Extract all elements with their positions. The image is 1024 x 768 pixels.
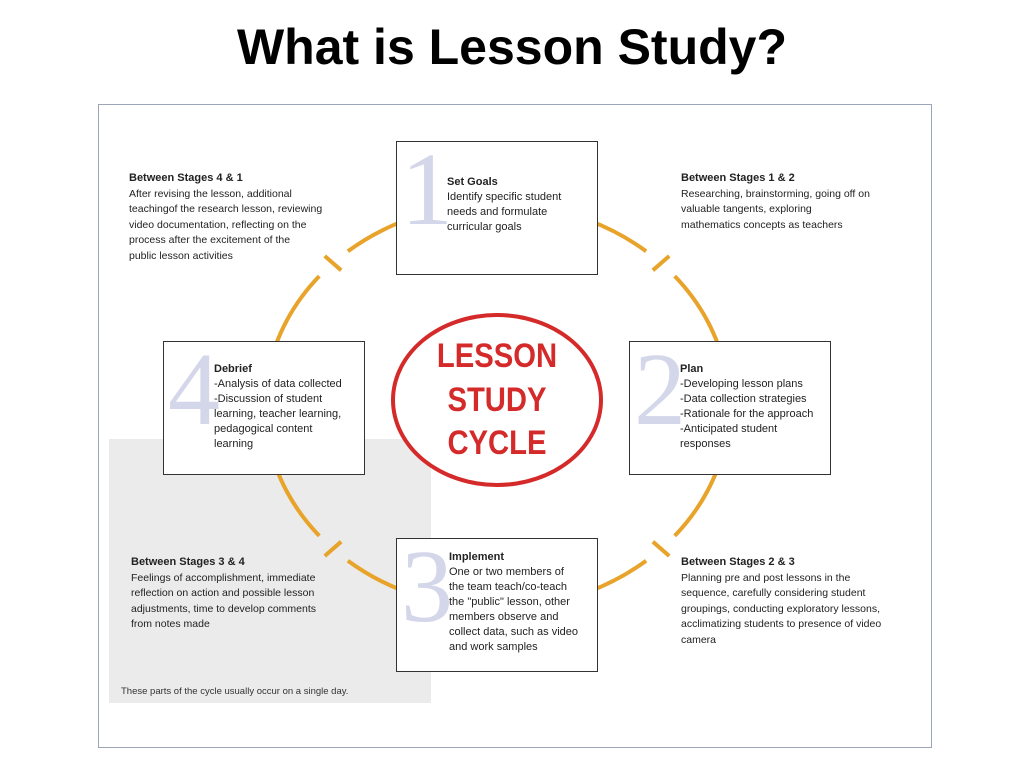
between-stages-2-3 xyxy=(681,555,881,649)
stage-number-3: 3 xyxy=(401,529,453,644)
stage-line: learning xyxy=(214,438,254,450)
stage-line: One or two members of xyxy=(449,566,564,578)
stage-line: Identify specific student xyxy=(447,191,562,203)
center-word-3: CYCLE xyxy=(447,424,547,462)
between-line: acclimatizing students to presence of video xyxy=(681,618,882,631)
stage-line: pedagogical content xyxy=(214,423,313,435)
between-title: Between Stages 3 & 4 xyxy=(131,556,245,568)
stage-title: Debrief xyxy=(214,363,252,375)
between-line: reflection on action and possible lesson xyxy=(131,587,315,600)
between-stages-1-2 xyxy=(681,171,870,233)
stage-number-4: 4 xyxy=(168,332,220,447)
stage-line: and work samples xyxy=(449,641,538,653)
between-line: mathematics concepts as teachers xyxy=(681,218,843,231)
stage-line: -Rationale for the approach xyxy=(680,408,814,420)
between-line: video documentation, reflecting on the xyxy=(129,218,307,231)
between-line: teachingof the research lesson, reviewing xyxy=(129,203,323,216)
stage-line: -Data collection strategies xyxy=(680,393,807,405)
between-line: adjustments, time to develop comments xyxy=(131,602,317,615)
stage-line: -Discussion of student xyxy=(214,393,323,405)
between-line: Planning pre and post lessons in the xyxy=(681,571,851,584)
stage-line: -Developing lesson plans xyxy=(680,378,803,390)
stage-box-implement xyxy=(396,529,598,672)
stage-line: curricular goals xyxy=(447,221,522,233)
cycle-center-circle xyxy=(391,313,603,487)
between-line: valuable tangents, exploring xyxy=(681,203,812,216)
stage-line: -Anticipated student xyxy=(680,423,778,435)
stage-title: Set Goals xyxy=(447,176,498,188)
between-line: groupings, conducting exploratory lessons, xyxy=(681,602,881,615)
cycle-tick xyxy=(325,256,341,270)
center-word-1: LESSON xyxy=(436,337,558,375)
stage-line: the team teach/co-teach xyxy=(449,581,568,593)
between-line: Researching, brainstorming, going off on xyxy=(681,187,870,200)
center-word-2: STUDY xyxy=(447,381,547,419)
stage-line: learning, teacher learning, xyxy=(214,408,342,420)
single-day-note: These parts of the cycle usually occur on a single day. xyxy=(121,686,349,697)
between-title: Between Stages 4 & 1 xyxy=(129,172,243,184)
stage-line: collect data, such as video xyxy=(449,626,579,638)
between-line: After revising the lesson, additional xyxy=(129,187,292,200)
stage-number-1: 1 xyxy=(401,132,453,247)
stage-box-debrief xyxy=(163,332,365,475)
lesson-study-diagram xyxy=(98,104,932,748)
stage-line: needs and formulate xyxy=(447,206,548,218)
page-title: What is Lesson Study? xyxy=(236,19,788,75)
between-title: Between Stages 2 & 3 xyxy=(681,556,795,568)
stage-line: members observe and xyxy=(449,611,559,623)
stage-line: the "public" lesson, other xyxy=(449,596,570,608)
between-stages-4-1 xyxy=(129,171,322,265)
stage-line: -Analysis of data collected xyxy=(214,378,342,390)
between-stages-3-4 xyxy=(131,555,316,633)
stage-title: Plan xyxy=(680,363,704,375)
stage-number-2: 2 xyxy=(634,332,686,447)
cycle-tick xyxy=(653,256,669,270)
between-title: Between Stages 1 & 2 xyxy=(681,172,795,184)
stage-line: responses xyxy=(680,438,731,450)
between-line: sequence, carefully considering student xyxy=(681,587,866,600)
between-line: Feelings of accomplishment, immediate xyxy=(131,571,316,584)
stage-box-set-goals xyxy=(396,132,598,275)
cycle-tick xyxy=(653,542,669,556)
stage-box-plan xyxy=(629,332,831,475)
between-line: process after the excitement of the xyxy=(129,234,291,247)
between-line: public lesson activities xyxy=(129,249,233,262)
between-line: from notes made xyxy=(131,618,210,631)
stage-title: Implement xyxy=(449,551,505,563)
cycle-tick xyxy=(325,542,341,556)
between-line: camera xyxy=(681,633,717,646)
